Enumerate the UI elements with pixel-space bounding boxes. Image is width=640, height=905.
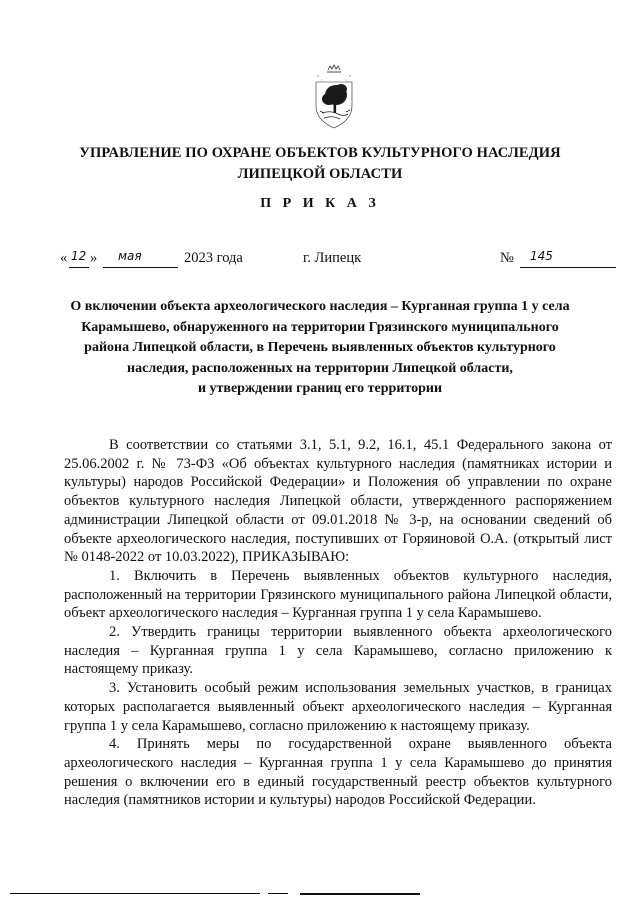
order-item-2: 2. Утвердить границы территории выявленного объекта археологического наследия – Курганная группа 1 у села Карамышево, согласно приложению к настоящему приказу. xyxy=(64,624,612,678)
subject-line: и утверждении границ его территории xyxy=(197,381,443,396)
footer-rule-left xyxy=(10,893,260,894)
number-underline xyxy=(520,267,616,268)
order-item-3: 3. Установить особый режим использования земельных участков, в границах которых располагается выявленный объект археологического наследия – Курганная группа 1 у села Карамышево, согласно приложению к настоящему приказу. xyxy=(64,680,612,734)
open-quote: « xyxy=(60,250,68,266)
intro-paragraph: В соответствии со статьями 3.1, 5.1, 9.2, 16.1, 45.1 Федерального закона от 25.06.2002 г. № 73-ФЗ «Об объектах культурного наследия (памятниках истории и культуры) народов Российской Федерации» и Положения об управлении по охране объектов культурного наследия Липецкой области, утвержденного распоряжением администрации Липецкой области от 09.01.2018 № 3-р, на основании сведений об объекте археологического наследия, поступивших от Горяиновой О.А. (открытый лист № 0148-2022 от 10.03.2022), ПРИКАЗЫВАЮ: xyxy=(64,437,612,566)
order-item-1: 1. Включить в Перечень выявленных объектов культурного наследия, расположенный на территории Грязинского муниципального района Липецкой области, объект археологического наследия – Курганная группа 1 у села Карамышево. xyxy=(64,567,612,622)
number-sign: № xyxy=(500,250,514,266)
date-number-line xyxy=(0,250,640,272)
org-line-2: ЛИПЕЦКОЙ ОБЛАСТИ xyxy=(237,166,403,182)
lipetsk-coat-of-arms-icon xyxy=(310,62,358,134)
handwritten-number: 145 xyxy=(530,249,553,263)
org-line-1: УПРАВЛЕНИЕ ПО ОХРАНЕ ОБЪЕКТОВ КУЛЬТУРНОГО НАСЛЕДИЯ xyxy=(79,145,561,161)
month-underline xyxy=(103,267,178,268)
subject-line: Карамышево, обнаруженного на территории Грязинского муниципального xyxy=(81,319,559,335)
footer-rule-mid xyxy=(268,893,288,894)
document-type: П Р И К А З xyxy=(260,196,380,211)
order-subject xyxy=(40,297,600,400)
close-quote: » xyxy=(90,250,98,266)
day-underline xyxy=(69,267,89,268)
organization-name xyxy=(40,143,600,185)
subject-line: наследия, расположенных на территории Липецкой области, xyxy=(127,360,513,376)
subject-line: района Липецкой области, в Перечень выявленных объектов культурного xyxy=(84,340,556,355)
year: 2023 года xyxy=(184,250,243,266)
handwritten-month: мая xyxy=(118,249,142,263)
order-item-4: 4. Принять меры по государственной охране выявленного объекта археологического наследия – Курганная группа 1 у села Карамышево до принятия решения о включении его в единый государственный реестр объектов культурного наследия (памятников истории и культуры) народов Российской Федерации. xyxy=(64,736,612,809)
footer-rule-right xyxy=(300,893,420,895)
city: г. Липецк xyxy=(303,250,362,266)
subject-line: О включении объекта археологического наследия – Курганная группа 1 у села xyxy=(70,299,570,314)
handwritten-day: 12 xyxy=(71,249,87,263)
order-body xyxy=(64,436,612,810)
